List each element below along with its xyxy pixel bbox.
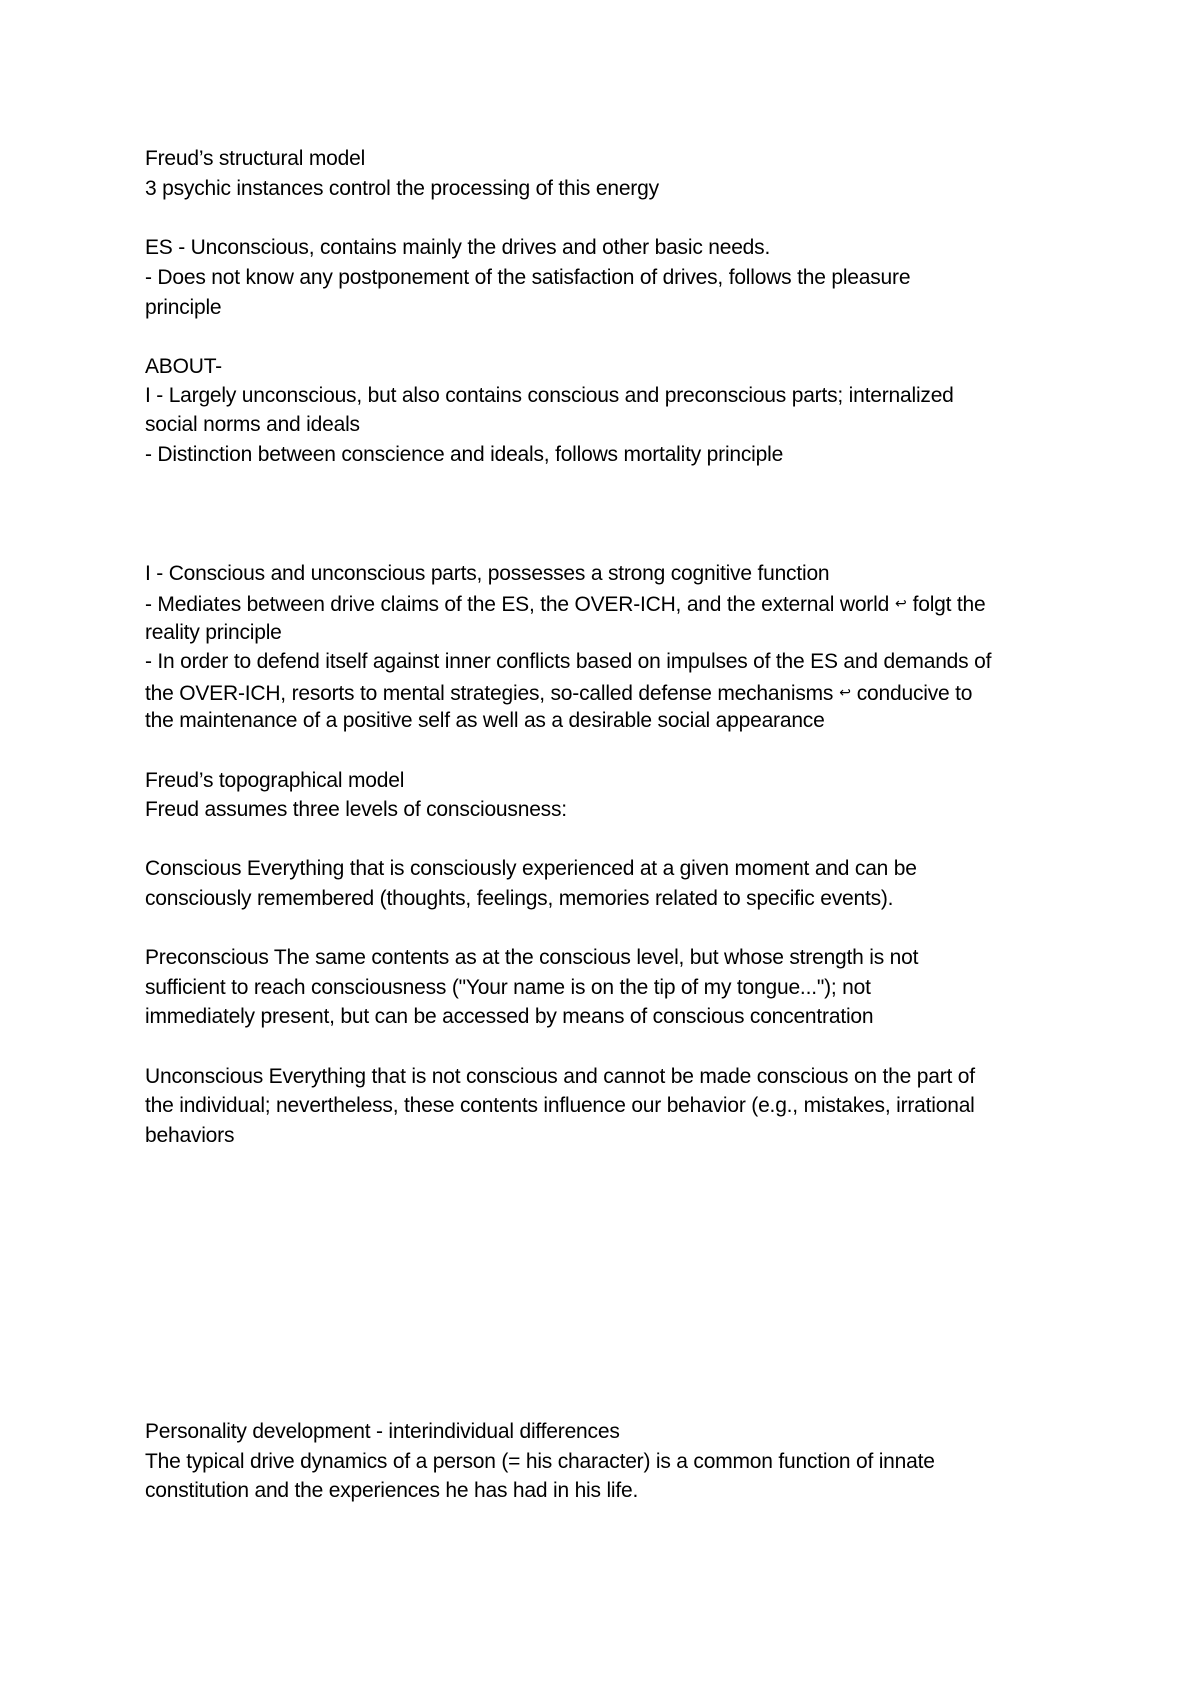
ich-line-2-tail: folgt the: [912, 593, 986, 616]
about-line-1: I - Largely unconscious, but also contains conscious and preconscious parts; internalized: [145, 384, 954, 407]
about-line-3: - Distinction between conscience and ideals, follows mortality principle: [145, 443, 784, 466]
ich-line-3: reality principle: [145, 621, 282, 644]
unconscious-line-1: Unconscious Everything that is not conscious and cannot be made conscious on the part of: [145, 1065, 975, 1088]
preconscious-line-2: sufficient to reach consciousness ("Your name is on the tip of my tongue..."); not: [145, 976, 871, 999]
personality-line-2: constitution and the experiences he has had in his life.: [145, 1479, 639, 1502]
return-arrow-icon: ↩: [839, 684, 851, 700]
es-line-3: principle: [145, 296, 222, 319]
ich-line-1: I - Conscious and unconscious parts, possesses a strong cognitive function: [145, 562, 830, 585]
about-line-2: social norms and ideals: [145, 413, 360, 436]
ich-line-6: the maintenance of a positive self as well as a desirable social appearance: [145, 709, 825, 732]
ich-line-5-text: the OVER-ICH, resorts to mental strategies, so-called defense mechanisms: [145, 682, 834, 705]
topographical-model-title: Freud’s topographical model: [145, 769, 405, 792]
conscious-line-2: consciously remembered (thoughts, feelings, memories related to specific events).: [145, 887, 894, 910]
ich-line-2: [145, 589, 986, 619]
structural-model-title: Freud’s structural model: [145, 147, 366, 170]
ich-line-5-tail: conducive to: [856, 682, 973, 705]
unconscious-line-2: the individual; nevertheless, these contents influence our behavior (e.g., mistakes, irrational: [145, 1094, 975, 1117]
topographical-model-subtitle: Freud assumes three levels of consciousness:: [145, 798, 567, 821]
preconscious-line-1: Preconscious The same contents as at the conscious level, but whose strength is not: [145, 946, 919, 969]
personality-line-1: The typical drive dynamics of a person (= his character) is a common function of innate: [145, 1450, 935, 1473]
about-heading: ABOUT-: [145, 355, 222, 378]
structural-model-subtitle: 3 psychic instances control the processing of this energy: [145, 177, 659, 200]
es-line-2: - Does not know any postponement of the satisfaction of drives, follows the pleasure: [145, 266, 911, 289]
personality-development-title: Personality development - interindividual differences: [145, 1420, 620, 1443]
return-arrow-icon: ↩: [895, 595, 907, 611]
unconscious-line-3: behaviors: [145, 1124, 235, 1147]
conscious-line-1: Conscious Everything that is consciously experienced at a given moment and can be: [145, 857, 917, 880]
es-line-1: ES - Unconscious, contains mainly the drives and other basic needs.: [145, 236, 771, 259]
ich-line-5: [145, 678, 972, 708]
preconscious-line-3: immediately present, but can be accessed by means of conscious concentration: [145, 1005, 874, 1028]
ich-line-2-text: - Mediates between drive claims of the ES, the OVER-ICH, and the external world: [145, 593, 890, 616]
ich-line-4: - In order to defend itself against inner conflicts based on impulses of the ES and demands of: [145, 650, 992, 673]
